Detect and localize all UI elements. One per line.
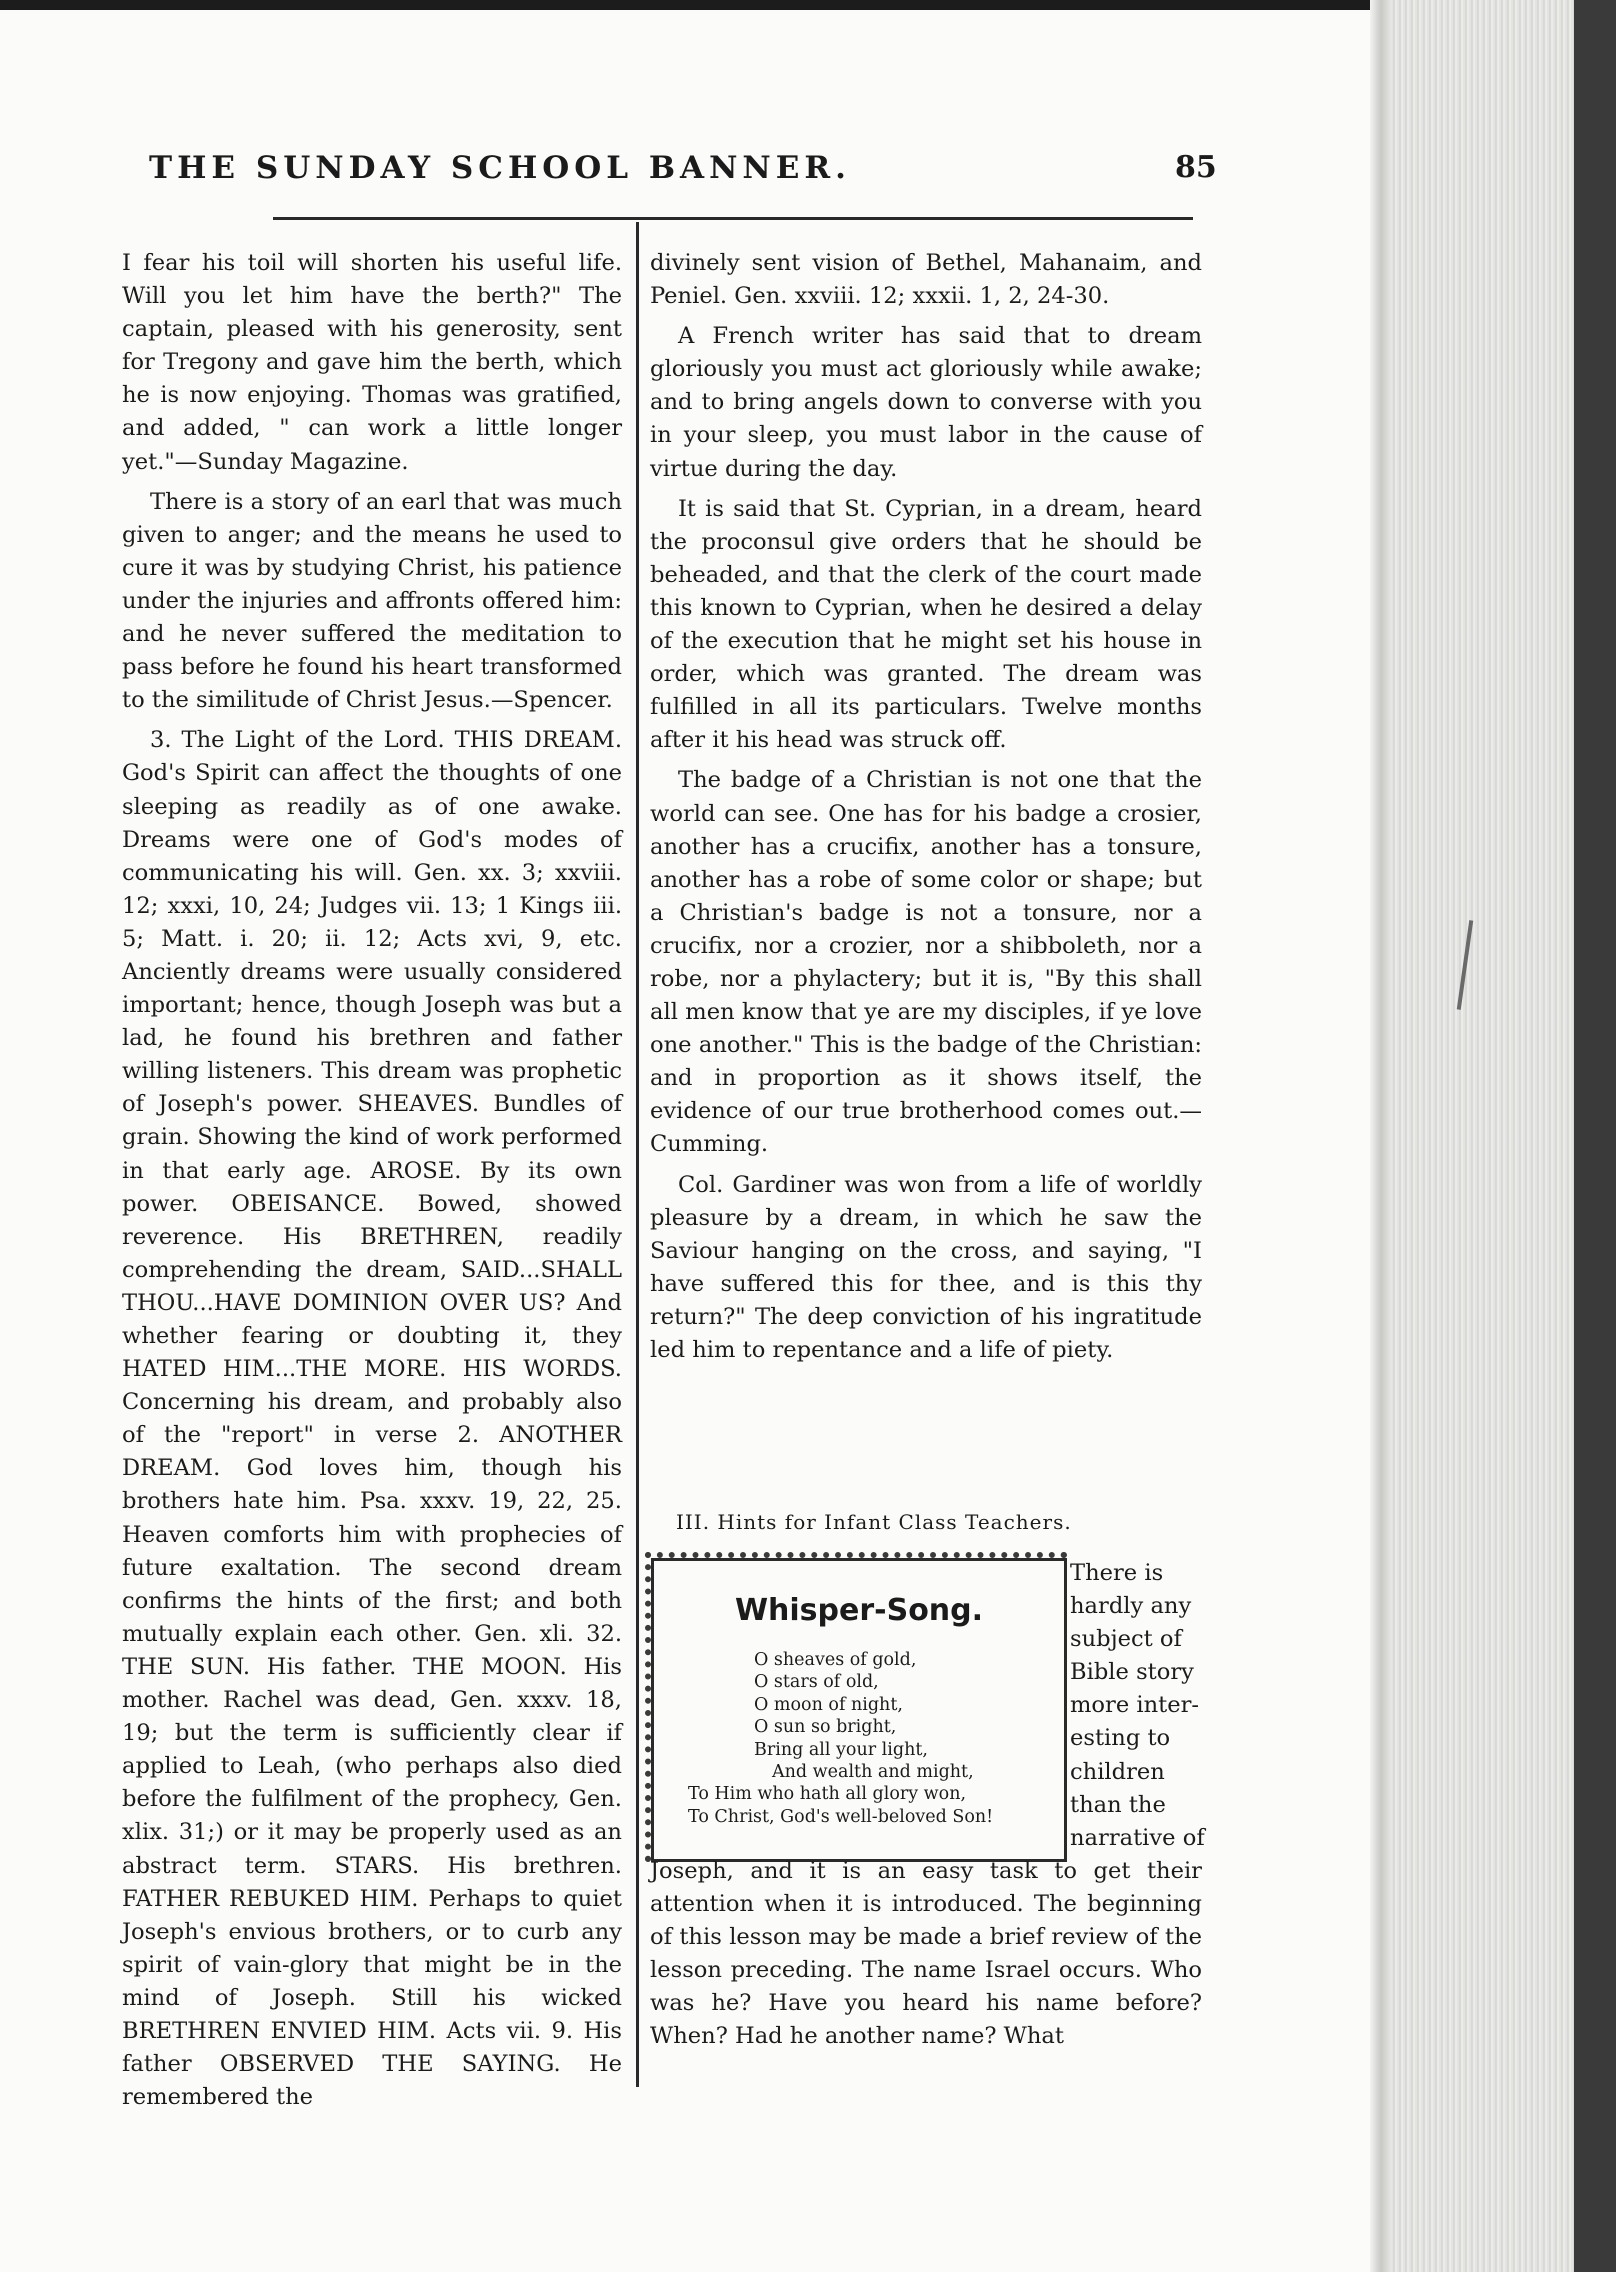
header-rule: [273, 217, 1193, 220]
side-text-line: Bible story: [1070, 1659, 1194, 1686]
song-line: O moon of night,: [754, 1694, 903, 1715]
song-line: O sun so bright,: [754, 1717, 897, 1738]
whisper-song-box: [651, 1558, 1067, 1862]
song-line: To Him who hath all glory won,: [688, 1784, 967, 1805]
whisper-song-lines: [684, 1649, 1034, 1828]
book-page-edges: [1392, 0, 1574, 2272]
column-divider: [636, 222, 639, 2087]
running-title: THE SUNDAY SCHOOL BANNER.: [149, 150, 851, 186]
side-text-line: subject of: [1070, 1626, 1182, 1653]
paragraph-st-cyprian: It is said that St. Cyprian, in a dream, heard the proconsul give orders that he should be beheaded, and that the clerk of the court made this known to Cyprian, when he desired a delay of the execution that he might set his house in order, which was granted. The dream was fulfilled in all its particulars. Twelve months after it his head was struck off.: [650, 495, 1202, 754]
right-column: [650, 247, 1202, 1367]
paragraph-bethel-vision: divinely sent vision of Bethel, Mahanaim, and Peniel. Gen. xxviii. 12; xxxii. 1, 2, 24-30.: [650, 250, 1202, 310]
song-line: O sheaves of gold,: [754, 1650, 917, 1670]
paragraph-col-gardiner: Col. Gardiner was won from a life of worldly pleasure by a dream, in which he saw the Saviour hanging on the cross, and saying, "I have suffered this for thee, and is this thy return?" The deep conviction of his ingratitude led him to repentance and a life of piety.: [650, 1171, 1202, 1363]
whisper-song-title: Whisper-Song.: [734, 1593, 984, 1628]
side-text-line: narrative of: [1070, 1824, 1205, 1851]
paragraph-infant-class-hints: Joseph, and it is an easy task to get their attention when it is introduced. The beginning of this lesson may be made a brief review of the lesson preceding. The name Israel occurs. Who was he? Have you heard his name before? When? Had he another name? What: [650, 1858, 1202, 2050]
paragraph-light-of-the-lord: 3. The Light of the Lord. THIS DREAM. God's Spirit can affect the thoughts of one sleeping as readily as of one awake. Dreams were one of God's modes of communicating his will. Gen. xx. 3; xxviii. 12; xxxi, 10, 24; Judges vii. 13; 1 Kings iii. 5; Matt. i. 20; ii. 12; Acts xvi, 9, etc. Anciently dreams were usually considered important; hence, though Joseph was but a lad, he found his brethren and father willing listeners. This dream was prophetic of Joseph's power. SHEAVES. Bundles of grain. Showing the kind of work performed in that early age. AROSE. By its own power. OBEISANCE. Bowed, showed reverence. His BRETHREN, readily comprehending the dream, SAID...SHALL THOU...HAVE DOMINION OVER US? And whether fearing or doubting it, they HATED HIM...THE MORE. HIS WORDS. Concerning his dream, and probably also of the "report" in verse 2. ANOTHER DREAM. God loves him, though his brothers hate him. Psa. xxxv. 19, 22, 25. Heaven comforts him with prophecies of future exaltation. The second dream confirms the hints of the first; and both mutually explain each other. Gen. xli. 32. THE SUN. His father. THE MOON. His mother. Rachel was dead, Gen. xxxv. 18, 19; but the term is sufficiently clear if applied to Leah, (who perhaps also died before the fulfilment of the prophecy, Gen. xlix. 31;) or it may be properly used as an abstract term. STARS. His brethren. FATHER REBUKED HIM. Perhaps to quiet Joseph's envious brothers, or to curb any spirit of vain-glory that might be in the mind of Joseph. Still his wicked BRETHREN ENVIED HIM. Acts vii. 9. His father OBSERVED THE SAYING. He remembered the: [122, 727, 622, 2111]
song-line: To Christ, God's well-beloved Son!: [688, 1806, 994, 1827]
song-line: O stars of old,: [754, 1672, 879, 1693]
side-text-line: than the: [1070, 1791, 1166, 1818]
side-text-line: more inter-: [1070, 1692, 1200, 1719]
side-text: [1070, 1557, 1205, 1855]
paragraph-sunday-magazine: I fear his toil will shorten his useful life. Will you let him have the berth?" The captain, pleased with his generosity, sent for Tregony and gave him the berth, which he is now enjoying. Thomas was gratified, and added, " can work a little longer yet."—Sunday Magazine.: [122, 250, 622, 475]
paragraph-earl-story: There is a story of an earl that was much given to anger; and the means he used to cure it was by studying Christ, his patience under the injuries and affronts offered him: and he never suffered the meditation to pass before he found his heart transformed to the similitude of Christ Jesus.—Spencer.: [122, 488, 622, 714]
side-text-line: esting to: [1070, 1725, 1171, 1752]
side-text-line: children: [1070, 1758, 1165, 1785]
song-line: And wealth and might,: [772, 1762, 974, 1783]
side-text-line: hardly any: [1070, 1593, 1192, 1620]
paragraph-french-writer: A French writer has said that to dream gloriously you must act gloriously while awake; and to bring angels down to converse with you in your sleep, you must labor in the cause of virtue during the day.: [650, 323, 1202, 482]
left-column: [122, 247, 622, 2114]
side-text-line: There is: [1070, 1560, 1164, 1586]
top-shadow: [0, 0, 1390, 10]
paragraph-christian-badge: The badge of a Christian is not one that the world can see. One has for his badge a crosier, another has a crucifix, another has a tonsure, another has a robe of some color or shape; but a Christian's badge is not a tonsure, nor a crucifix, nor a crozier, nor a shibboleth, nor a robe, nor a phylactery; but it is, "By this shall all men know that ye are my disciples, if ye love one another." This is the badge of the Christian: and in proportion as it shows itself, the evidence of our true brotherhood comes out.—Cumming.: [650, 767, 1202, 1158]
page-gutter: [1370, 0, 1392, 2272]
page-number: 85: [1175, 150, 1217, 185]
book-edge-shadow: [1574, 0, 1616, 2272]
song-line: Bring all your light,: [754, 1739, 928, 1760]
section-heading: III. Hints for Infant Class Teachers.: [676, 1510, 1072, 1534]
